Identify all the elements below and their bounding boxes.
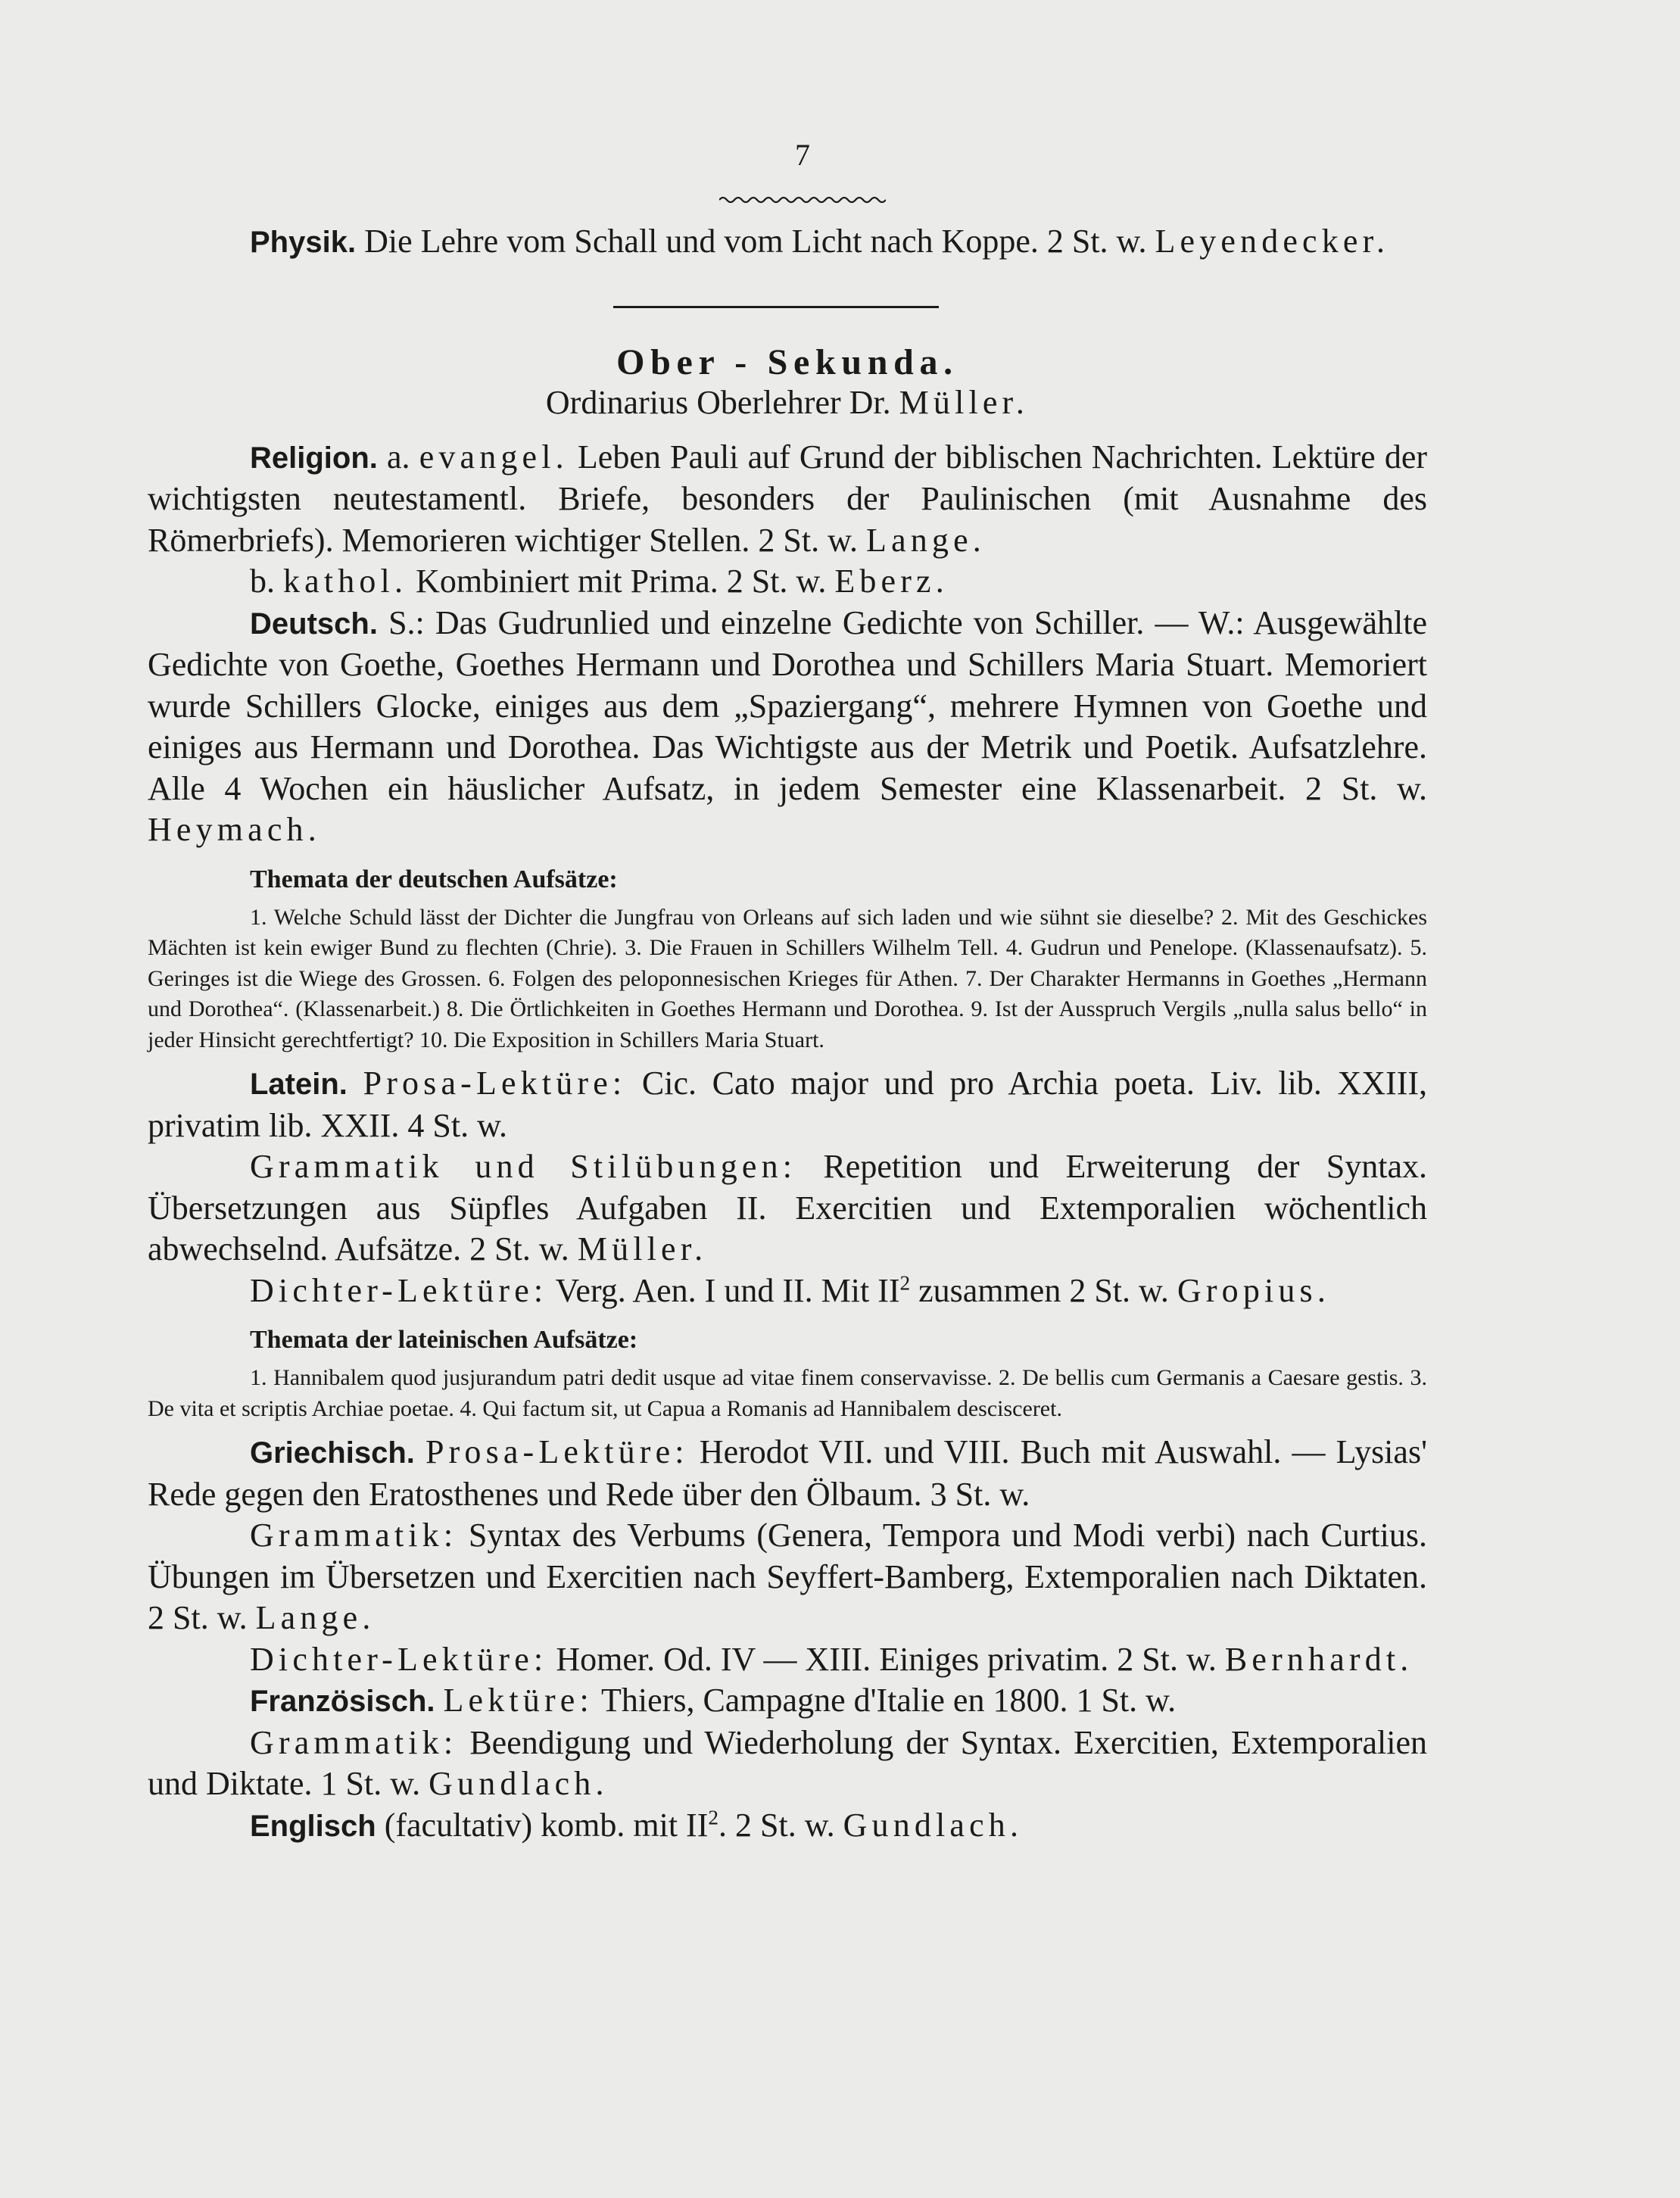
- religion-b-word: kathol.: [283, 563, 408, 600]
- section-subtitle: [148, 384, 1427, 422]
- franzoesisch-gramm-label: Grammatik:: [250, 1723, 458, 1761]
- religion-a-paragraph: [148, 437, 1427, 562]
- latein-prosa-text: Cic. Cato major und pro Archia poeta. Liv. lib. XXIII, privatim lib. XXII. 4 St. w.: [148, 1065, 1427, 1144]
- latein-themes-text: 1. Hannibalem quod jusjurandum patri dedit usque ad vitae finem conservavisse. 2. De bellis cum Germanis a Caesare gestis. 3. De vita et scriptis Archiae poetae. 4. Qui factum sit, ut Capua a Romanis ad Hannibalem descisceret.: [148, 1365, 1427, 1421]
- griechisch-prosa-paragraph: [148, 1432, 1427, 1515]
- religion-b-paragraph: [148, 561, 1427, 603]
- religion-a-text: Leben Pauli auf Grund der biblischen Nachrichten. Lektüre der wichtigsten neutestamentl. Briefe, besonders der Paulinischen (mit Ausnahme des Römerbriefs). Memorieren wichtiger Stellen. 2 St. w.: [148, 438, 1428, 559]
- franzoesisch-lekt-text: Thiers, Campagne d'Italie en 1800. 1 St. w.: [593, 1682, 1177, 1719]
- franzoesisch-lekt-paragraph: [148, 1680, 1427, 1723]
- subject-englisch: Englisch: [250, 1809, 376, 1843]
- physik-paragraph: [148, 221, 1427, 263]
- latein-dichter-text-1: Verg. Aen. I und II. Mit II: [547, 1271, 900, 1309]
- englisch-sup: 2: [708, 1805, 718, 1829]
- griechisch-gramm-teacher: Lange.: [255, 1599, 376, 1636]
- subject-franzoesisch: Französisch.: [250, 1685, 435, 1718]
- subject-latein: Latein.: [250, 1068, 348, 1101]
- physik-teacher: Leyendecker.: [1155, 223, 1390, 260]
- wave-ornament-icon: [719, 195, 886, 205]
- griechisch-gramm-label: Grammatik:: [250, 1517, 458, 1554]
- religion-a-word: evangel.: [419, 438, 569, 475]
- franzoesisch-gramm-text: Beendigung und Wiederholung der Syntax. Exercitien, Extemporalien und Diktate. 1 St. w.: [148, 1723, 1427, 1802]
- subject-physik: Physik.: [250, 226, 357, 259]
- griechisch-dichter-teacher: Bernhardt.: [1224, 1640, 1414, 1678]
- deutsch-themes-text: 1. Welche Schuld lässt der Dichter die Jungfrau von Orleans auf sich laden und wie sühnt sie dieselbe? 2. Mit des Geschickes Mächten ist kein ewiger Bund zu flechten (Chrie). 3. Die Frauen in Schillers Wilhelm Tell. 4. Gudrun und Penelope. (Klassenaufsatz). 5. Geringes ist die Wiege des Grossen. 6. Folgen des peloponnesischen Krieges für Athen. 7. Der Charakter Hermanns in Goethes „Hermann und Dorothea“. (Klassenarbeit.) 8. Die Örtlichkeiten in Goethes Hermann und Dorothea. 9. Ist der Ausspruch Vergils „nulla salus bello“ in jeder Hinsicht gerechtfertigt? 10. Die Exposition in Schillers Maria Stuart.: [148, 904, 1427, 1052]
- franzoesisch-lekt-label: Lektüre:: [443, 1682, 594, 1719]
- franzoesisch-gramm-teacher: Gundlach.: [429, 1765, 609, 1802]
- englisch-text-1: (facultativ) komb. mit II: [376, 1806, 709, 1844]
- latein-themes-block: [148, 1363, 1427, 1424]
- franzoesisch-gramm-paragraph: [148, 1723, 1427, 1805]
- deutsch-paragraph: [148, 603, 1427, 851]
- griechisch-dichter-label: Dichter-Lektüre:: [250, 1640, 548, 1678]
- latein-dichter-paragraph: [148, 1270, 1427, 1312]
- latein-gramm-text: Repetition und Erweiterung der Syntax. Übersetzungen aus Süpfles Aufgaben II. Exercitien und Extemporalien wöchentlich abwechselnd. Aufsätze. 2 St. w.: [148, 1148, 1427, 1267]
- religion-a-teacher: Lange.: [866, 521, 986, 559]
- latein-gramm-label: Grammatik und Stilübungen:: [250, 1148, 797, 1185]
- griechisch-gramm-paragraph: [148, 1515, 1427, 1639]
- englisch-paragraph: [148, 1805, 1427, 1847]
- section-title: Ober - Sekunda.: [616, 341, 958, 382]
- subtitle-prefix: Ordinarius Oberlehrer Dr.: [545, 383, 899, 421]
- physik-text: Die Lehre vom Schall und vom Licht nach Koppe. 2 St. w.: [364, 223, 1155, 260]
- religion-b-teacher: Eberz.: [834, 563, 949, 600]
- latein-dichter-text-2: zusammen 2 St. w.: [910, 1271, 1177, 1309]
- griechisch-dichter-paragraph: [148, 1639, 1427, 1681]
- latein-gramm-paragraph: [148, 1146, 1427, 1270]
- religion-a-label: a.: [387, 438, 419, 475]
- griechisch-dichter-text: Homer. Od. IV — XIII. Einiges privatim. 2 St. w.: [547, 1640, 1225, 1678]
- subject-deutsch: Deutsch.: [250, 606, 378, 641]
- section-divider: [613, 306, 939, 308]
- religion-b-label: b.: [250, 563, 283, 600]
- deutsch-teacher: Heymach.: [148, 811, 321, 848]
- wave-ornament: [178, 174, 1427, 200]
- subject-griechisch: Griechisch.: [250, 1436, 415, 1470]
- griechisch-prosa-label: Prosa-Lektüre:: [425, 1433, 689, 1470]
- subject-religion: Religion.: [250, 441, 378, 475]
- englisch-teacher: Gundlach.: [843, 1806, 1024, 1844]
- latein-dichter-sup: 2: [899, 1270, 911, 1294]
- subtitle-name: Müller.: [899, 383, 1030, 421]
- deutsch-themes-heading: Themata der deutschen Aufsätze:: [250, 865, 618, 893]
- page-content: [148, 136, 1427, 1847]
- englisch-text-2: . 2 St. w.: [718, 1806, 843, 1844]
- deutsch-text: S.: Das Gudrunlied und einzelne Gedichte von Schiller. — W.: Ausgewählte Gedichte von Goethe, Goethes Hermann und Dorothea und Schillers Maria Stuart. Memoriert wurde Schillers Glocke, einiges aus dem „Spaziergang“, mehrere Hymnen von Goethe und einiges aus Hermann und Dorothea. Das Wichtigste aus der Metrik und Poetik. Aufsatzlehre. Alle 4 Wochen ein häuslicher Aufsatz, in jedem Semester eine Klassenarbeit. 2 St. w.: [148, 603, 1427, 807]
- page-number: 7: [795, 138, 810, 172]
- griechisch-prosa-text: Herodot VII. und VIII. Buch mit Auswahl. — Lysias' Rede gegen den Eratosthenes und Rede über den Ölbaum. 3 St. w.: [148, 1433, 1427, 1513]
- latein-prosa-paragraph: [148, 1063, 1427, 1146]
- latein-prosa-label: Prosa-Lektüre:: [363, 1065, 627, 1102]
- griechisch-gramm-text: Syntax des Verbums (Genera, Tempora und Modi verbi) nach Curtius. Übungen im Übersetzen und Exercitien nach Seyffert-Bamberg, Extemporalien nach Diktaten. 2 St. w.: [148, 1517, 1427, 1636]
- latein-dichter-teacher: Gropius.: [1177, 1271, 1330, 1309]
- latein-gramm-teacher: Müller.: [577, 1230, 708, 1267]
- latein-themes-heading: Themata der lateinischen Aufsätze:: [250, 1326, 638, 1354]
- deutsch-themes-block: [148, 903, 1427, 1056]
- latein-dichter-label: Dichter-Lektüre:: [250, 1271, 548, 1309]
- religion-b-text: Kombiniert mit Prima. 2 St. w.: [407, 563, 835, 600]
